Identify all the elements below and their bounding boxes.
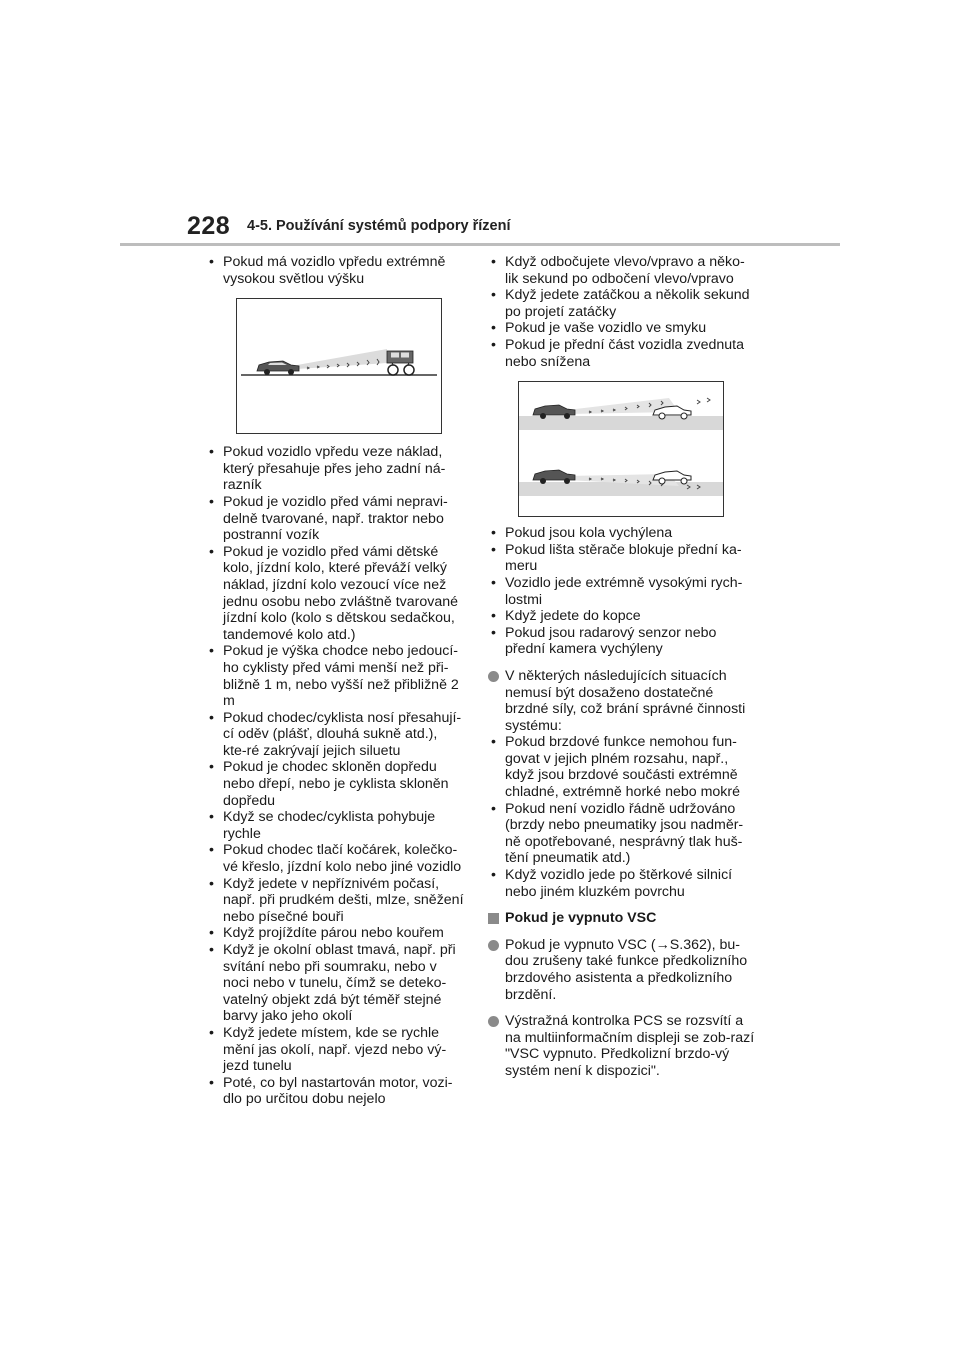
sedan-icon	[533, 470, 575, 484]
radar-beam	[297, 349, 387, 369]
right-list-after-figure	[488, 525, 756, 658]
right-column	[488, 254, 756, 1080]
pitch-illustration	[519, 382, 723, 516]
list-item: • Pokud je přední část vozidla zvednuta nebo snížena	[488, 337, 756, 370]
note-text: Výstražná kontrolka PCS se rozsvítí a na multiinformačním displeji se zob-razí "VSC vypnuto. Předkolizní brzdo-vý systém není k dispozici".	[505, 1013, 755, 1079]
figure-pitch-illustration	[518, 381, 724, 517]
list-item: • Pokud je vozidlo před vámi nepravi-delně tvarované, např. traktor nebo postranní vozík	[206, 494, 464, 544]
note-pcs-warning	[488, 1013, 756, 1079]
note-vsc-off	[488, 937, 756, 1003]
note-braking-force	[488, 668, 756, 734]
note-text: Pokud je vypnuto VSC (→S.362), bu-dou zrušeny také funkce předkolizního brzdového asistenta a předkolizního brzdění.	[505, 936, 748, 1003]
list-item: • Pokud není vozidlo řádně udržováno (brzdy nebo pneumatiky jsou nadměr-ně opotřebované, nesprávný tlak huš-tění pneumatik atd.)	[488, 801, 756, 867]
list-item: • Pokud chodec tlačí kočárek, kolečko-vé křeslo, jízdní kolo nebo jiné vozidlo	[206, 842, 464, 875]
list-item: • Pokud je vozidlo před vámi dětské kolo, jízdní kolo, které převáží velký náklad, jízdní kolo vezoucí více než jednu osobu nebo zvláštně tvarované jízdní kolo (kolo s dětskou sedačkou, tandemové kolo atd.)	[206, 544, 464, 644]
list-item: • Pokud jsou kola vychýlena	[488, 525, 756, 542]
list-item: • Pokud jsou radarový senzor nebo přední kamera vychýleny	[488, 625, 756, 658]
circle-bullet-icon	[488, 671, 499, 682]
subheading-text: Pokud je vypnuto VSC	[505, 910, 657, 927]
list-item: • Pokud má vozidlo vpředu extrémně vysokou světlou výšku	[206, 254, 464, 287]
list-item: • Pokud brzdové funkce nemohou fun-govat v jejich plném rozsahu, např., když jsou brzdové součásti extrémně chladné, extrémně horké nebo mokré	[488, 734, 756, 800]
list-item: • Když jedete místem, kde se rychle mění jas okolí, např. vjezd nebo vý-jezd tunelu	[206, 1025, 464, 1075]
right-list-top	[488, 254, 756, 370]
note-braking-list	[488, 734, 756, 900]
figure-high-clearance-vehicle	[236, 298, 442, 434]
list-item: • Pokud je výška chodce nebo jedoucí-ho cyklisty před vámi menší než při-bližně 1 m, nebo vyšší než přibližně 2 m	[206, 643, 464, 709]
list-item: • Když jedete do kopce	[488, 608, 756, 625]
circle-bullet-icon	[488, 940, 499, 951]
list-item: • Když jedete zatáčkou a několik sekund po projetí zatáčky	[488, 287, 756, 320]
left-list-top	[206, 254, 464, 287]
high-clearance-illustration	[237, 299, 441, 433]
list-item: • Pokud lišta stěrače blokuje přední ka-meru	[488, 542, 756, 575]
list-item: • Vozidlo jede extrémně vysokými rych-lostmi	[488, 575, 756, 608]
list-item: • Poté, co byl nastartován motor, vozi-dlo po určitou dobu nejelo	[206, 1075, 464, 1108]
list-item: • Pokud chodec/cyklista nosí přesahují-cí oděv (plášť, dlouhá sukně atd.), kte-ré zakrývají jejich siluetu	[206, 710, 464, 760]
note-text: V některých následujících situacích nemusí být dosaženo dostatečné brzdné síly, což brání správné činnosti systému:	[505, 667, 746, 734]
left-column	[206, 254, 464, 1108]
left-list-bottom	[206, 444, 464, 1108]
list-item: • Když se chodec/cyklista pohybuje rychle	[206, 809, 464, 842]
list-item: • Pokud vozidlo vpředu veze náklad, který přesahuje přes jeho zadní ná-razník	[206, 444, 464, 494]
section-title: 4-5. Používání systémů podpory řízení	[247, 218, 511, 234]
header-rule	[120, 243, 840, 246]
page-number: 228	[187, 212, 231, 240]
list-item: • Když jedete v nepříznivém počasí, např. při prudkém dešti, mlze, sněžení nebo písečné bouři	[206, 876, 464, 926]
list-item: • Když odbočujete vlevo/vpravo a něko-lik sekund po odbočení vlevo/vpravo	[488, 254, 756, 287]
list-item: • Když projíždíte párou nebo kouřem	[206, 925, 464, 942]
subheading-vsc-off	[488, 910, 756, 927]
list-item: • Když je okolní oblast tmavá, např. při svítání nebo při soumraku, nebo v noci nebo v tunelu, čímž se deteko-vatelný objekt zdá být téměř stejné barvy jako jeho okolí	[206, 942, 464, 1025]
square-bullet-icon	[488, 913, 499, 924]
circle-bullet-icon	[488, 1016, 499, 1027]
road-band	[519, 416, 723, 430]
list-item: • Pokud je chodec skloněn dopředu nebo dřepí, nebo je cyklista skloněn dopředu	[206, 759, 464, 809]
road-band	[519, 482, 723, 496]
truck-icon	[387, 351, 414, 375]
sedan-icon	[257, 361, 299, 375]
list-item: • Když vozidlo jede po štěrkové silnicí nebo jiném kluzkém povrchu	[488, 867, 756, 900]
list-item: • Pokud je vaše vozidlo ve smyku	[488, 320, 756, 337]
